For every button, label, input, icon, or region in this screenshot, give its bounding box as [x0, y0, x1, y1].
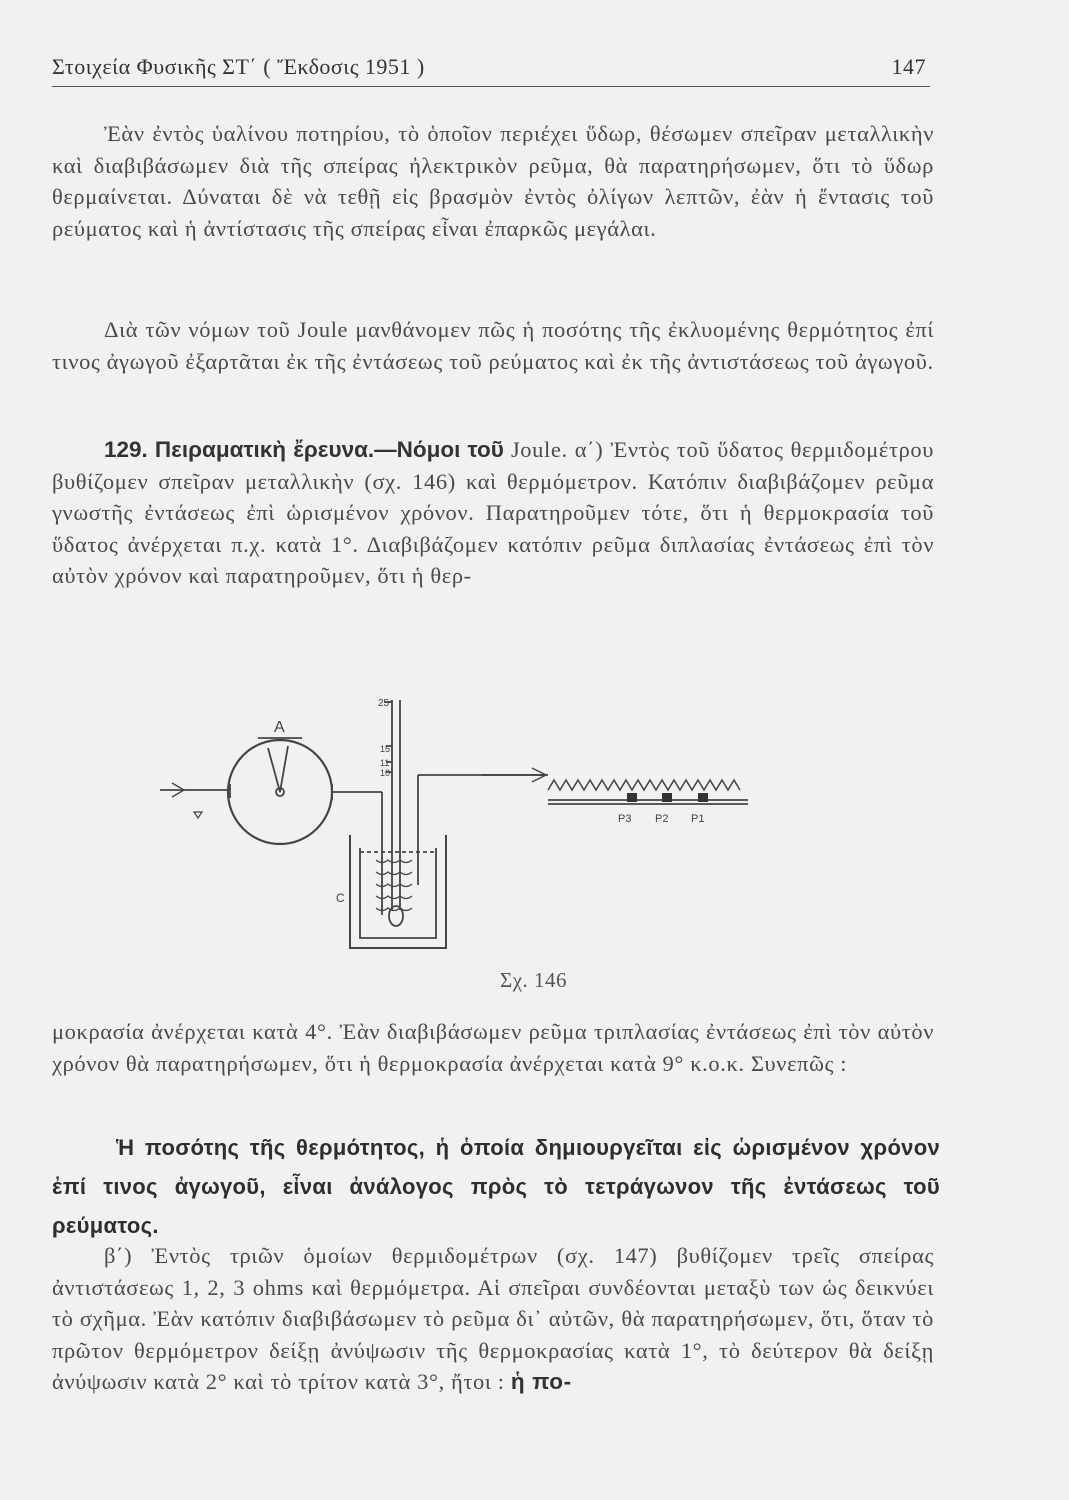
thermometer-tick-15: 15	[380, 744, 391, 754]
running-header	[52, 52, 930, 87]
paragraph-section-129	[52, 434, 934, 592]
figure-caption: Σχ. 146	[500, 968, 568, 992]
paragraph-intro: Ἐὰν ἐντὸς ὑαλίνου ποτηρίου, τὸ ὁποῖον περιέχει ὕδωρ, θέσωμεν σπεῖραν μεταλλικὴν καὶ διαβιβάσωμεν διὰ τῆς σπείρας ἠλεκτρικὸν ρεῦμα, θὰ παρατηρήσωμεν, ὅτι τὸ ὕδωρ θερμαίνεται. Δύναται δὲ νὰ τεθῇ εἰς βρασμὸν ἐντὸς ὀλίγων λεπτῶν, ἐὰν ἡ ἔντασις τοῦ ρεύματος καὶ ἡ ἀντίστασις τῆς σπείρας εἶναι ἐπαρκῶς μεγάλαι.	[52, 121, 934, 241]
thermometer-tick-25: 25	[378, 698, 390, 709]
thermometer-tick-10: 10	[380, 768, 391, 778]
section-title: 129. Πειραματικὴ ἔρευνα.—Νόμοι τοῦ	[104, 437, 504, 462]
continued-bold-text: ἡ πο-	[510, 1369, 572, 1394]
calorimeter-label: C	[336, 891, 345, 905]
book-title: Στοιχεία Φυσικῆς ΣΤ΄ ( Ἔκδοσις 1951 )	[52, 54, 425, 79]
experiment-b-text: β΄) Ἐντὸς τριῶν ὁμοίων θερμιδομέτρων (σχ. 147) βυθίζομεν τρεῖς σπείρας ἀντιστάσεως 1, 2, 3 ohms καὶ θερμόμετρα. Αἱ σπεῖραι συνδέονται μεταξὺ των ὡς δεικνύει τὸ σχῆμα. Ἐὰν κατόπιν διαβιβάσωμεν τὸ ρεῦμα δι᾽ αὐτῶν, θὰ παρατηρήσωμεν, ὅτι, ὅταν τὸ πρῶτον θερμόμετρον δείξῃ ἀνύψωσιν τῆς θερμοκρασίας κατὰ 1°, τὸ δεύτερον θὰ δείξῃ ἀνύψωσιν κατὰ 2° καὶ τὸ τρίτον κατὰ 3°, ἤτοι :	[52, 1243, 934, 1394]
paragraph-results: μοκρασία ἀνέρχεται κατὰ 4°. Ἐὰν διαβιβάσωμεν ρεῦμα τριπλασίας ἐντάσεως ἐπὶ τὸν αὐτὸν χρόνον θὰ παρατηρήσωμεν, ὅτι ἡ θερμοκρασία ἀνέρχεται κατὰ 9° κ.ο.κ. Συνεπῶς :	[52, 1019, 934, 1076]
thermometer-tick-11: 11	[380, 758, 390, 768]
paragraph-joule-laws: Διὰ τῶν νόμων τοῦ Joule μανθάνομεν πῶς ἡ ποσότης τῆς ἐκλυομένης θερμότητος ἐπί τινος ἀγωγοῦ ἐξαρτᾶται ἐκ τῆς ἐντάσεως τοῦ ρεύματος καὶ ἐκ τῆς ἀντιστάσεως τοῦ ἀγωγοῦ.	[52, 317, 934, 374]
rheostat-label-p1: P1	[691, 813, 705, 825]
rheostat-label-p3: P3	[618, 813, 632, 825]
section-body: Joule. α΄) Ἐντὸς τοῦ ὕδατος θερμιδομέτρου βυθίζομεν σπεῖραν μεταλλικὴν (σχ. 146) καὶ θερμόμετρον. Κατόπιν διαβιβάζομεν ρεῦμα γνωστῆς ἐντάσεως ἐπὶ ὡρισμένον χρόνον. Παρατηροῦμεν τότε, ὅτι ἡ θερμοκρασία τοῦ ὕδατος ἀνέρχεται π.χ. κατὰ 1°. Διαβιβάζομεν κατόπιν ρεῦμα διπλασίας ἐντάσεως ἐπὶ τὸν αὐτὸν χρόνον καὶ παρατηροῦμεν, ὅτι ἡ θερ-	[52, 437, 934, 588]
joule-first-law: Ἡ ποσότης τῆς θερμότητος, ἡ ὁποία δημιουργεῖται εἰς ὡρισμένον χρόνον ἐπί τινος ἀγωγοῦ, εἶναι ἀνάλογος πρὸς τὸ τετράγωνον τῆς ἐντάσεως τοῦ ρεύματος.	[52, 1135, 940, 1238]
figure-146	[150, 680, 770, 960]
page-number: 147	[891, 54, 926, 79]
paragraph-experiment-b	[52, 1240, 934, 1398]
joule-apparatus-diagram	[150, 680, 770, 960]
rheostat-label-p2: P2	[655, 813, 669, 825]
ammeter-label: A	[274, 719, 285, 736]
